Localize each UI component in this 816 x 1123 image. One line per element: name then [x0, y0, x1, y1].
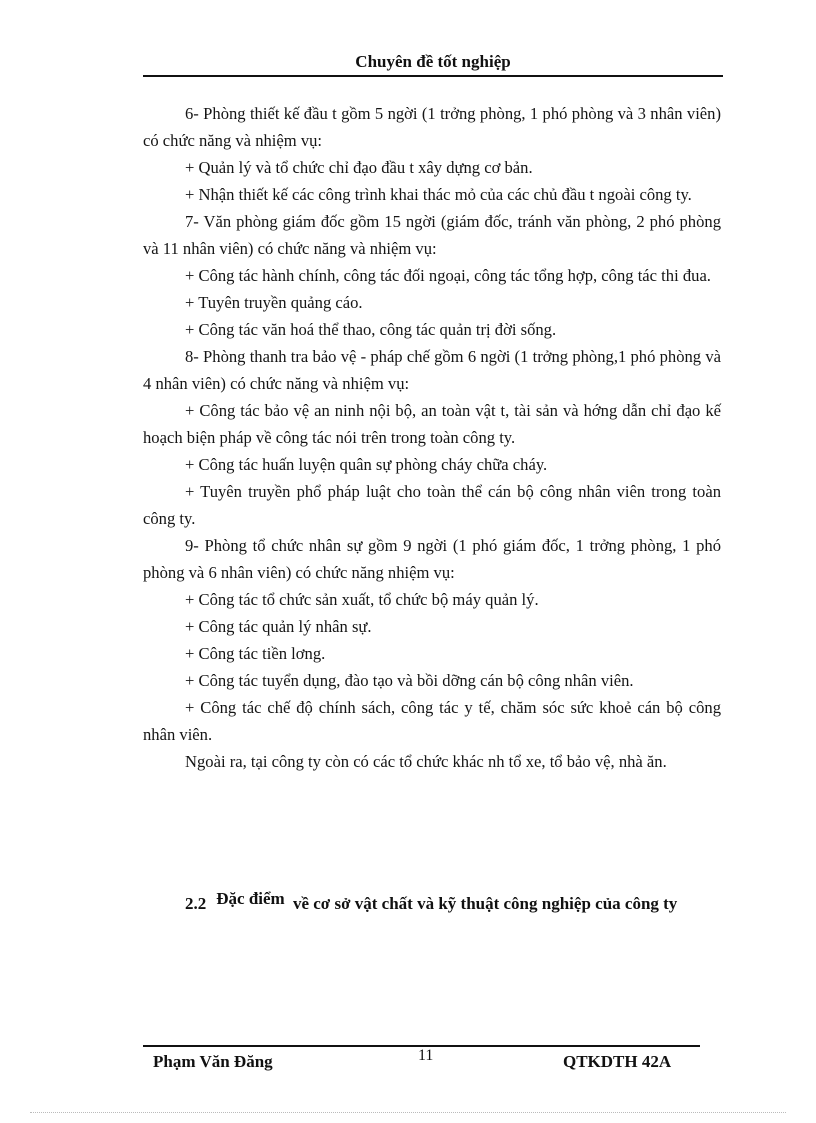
- paragraph: 6- Phòng thiết kế đầu t gồm 5 ngời (1 trởng phòng, 1 phó phòng và 3 nhân viên) có chức năng và nhiệm vụ:: [143, 104, 721, 150]
- document-body: [143, 100, 721, 775]
- page-header-title: Chuyên đề tốt nghiệp: [355, 52, 511, 71]
- footer-class-code: QTKDTH 42A: [563, 1052, 672, 1071]
- footer-author: Phạm Văn Đăng: [153, 1052, 273, 1071]
- paragraph: 8- Phòng thanh tra bảo vệ - pháp chế gồm 6 ngời (1 trởng phòng,1 phó phòng và 4 nhân viên) có chức năng và nhiệm vụ:: [143, 347, 721, 393]
- page-edge-divider: [30, 1112, 786, 1113]
- page-number: 11: [418, 1047, 434, 1064]
- section-number: 2.2: [185, 894, 207, 913]
- paragraph: + Công tác bảo vệ an ninh nội bộ, an toàn vật t, tài sản và hớng dẫn chỉ đạo kế hoạch biện pháp về công tác nói trên trong toàn công ty.: [143, 401, 721, 447]
- paragraph: + Quản lý và tổ chức chỉ đạo đầu t xây dựng cơ bản.: [185, 158, 533, 177]
- paragraph: 7- Văn phòng giám đốc gồm 15 ngời (giám đốc, tránh văn phòng, 2 phó phòng và 11 nhân viên) có chức năng và nhiệm vụ:: [143, 212, 721, 258]
- paragraph: + Nhận thiết kế các công trình khai thác mỏ của các chủ đầu t ngoài công ty.: [185, 185, 692, 204]
- section-heading: [143, 889, 721, 919]
- paragraph: Ngoài ra, tại công ty còn có các tổ chức khác nh tổ xe, tổ bảo vệ, nhà ăn.: [185, 752, 667, 771]
- paragraph: + Tuyên truyền quảng cáo.: [185, 293, 363, 312]
- paragraph: + Công tác tiền lơng.: [185, 644, 326, 663]
- paragraph: + Công tác văn hoá thể thao, công tác quản trị đời sống.: [185, 320, 557, 339]
- paragraph: 9- Phòng tổ chức nhân sự gồm 9 ngời (1 phó giám đốc, 1 trởng phòng, 1 phó phòng và 6 nhân viên) có chức năng nhiệm vụ:: [143, 536, 721, 582]
- paragraph: + Tuyên truyền phổ pháp luật cho toàn thể cán bộ công nhân viên trong toàn công ty.: [143, 482, 721, 528]
- paragraph: + Công tác tổ chức sản xuất, tổ chức bộ máy quản lý.: [185, 590, 539, 609]
- paragraph: + Công tác hành chính, công tác đối ngoại, công tác tổng hợp, công tác thi đua.: [185, 266, 711, 285]
- paragraph: + Công tác tuyển dụng, đào tạo và bồi dỡng cán bộ công nhân viên.: [185, 671, 634, 690]
- paragraph: + Công tác chế độ chính sách, công tác y tế, chăm sóc sức khoẻ cán bộ công nhân viên.: [143, 698, 721, 744]
- header-divider: [143, 75, 723, 77]
- section-title-lead: Đặc điểm: [216, 889, 285, 908]
- section-title: về cơ sở vật chất và kỹ thuật công nghiệp của công ty: [292, 894, 678, 913]
- paragraph: + Công tác quản lý nhân sự.: [185, 617, 372, 636]
- paragraph: + Công tác huấn luyện quân sự phòng cháy chữa cháy.: [185, 455, 548, 474]
